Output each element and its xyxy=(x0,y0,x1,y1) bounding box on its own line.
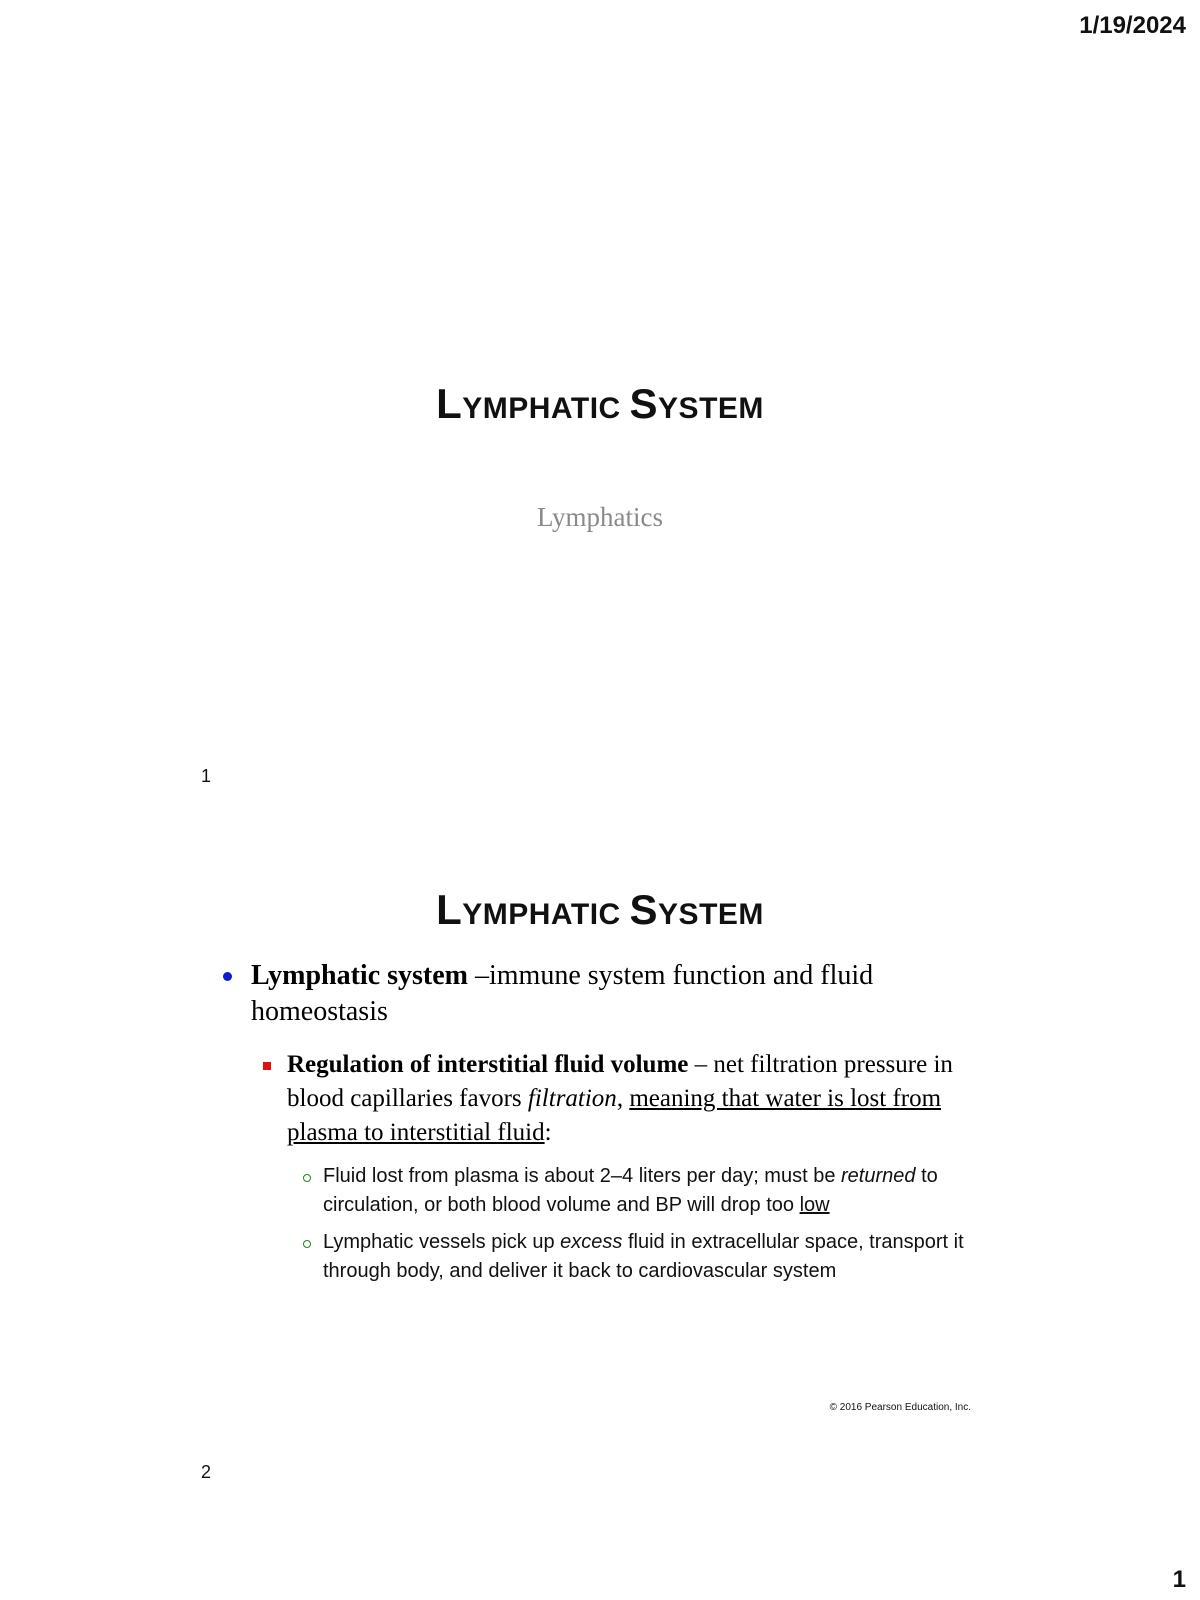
blue-bullet-icon xyxy=(223,972,232,981)
slide-1-subtitle: Lymphatics xyxy=(537,502,663,532)
copyright-notice: © 2016 Pearson Education, Inc. xyxy=(829,1402,971,1413)
red-square-bullet-icon xyxy=(263,1062,271,1070)
slide-1-title: LYMPHATIC SYSTEM xyxy=(436,380,764,427)
bullet-regulation-interstitial-fluid: Regulation of interstitial fluid volume – net filtration pressure in blood capillaries favors filtration, meaning that water is lost from plasma to interstitial fluid: xyxy=(223,1048,975,1150)
bullet-lymphatic-system: Lymphatic system –immune system function and fluid homeostasis xyxy=(223,958,975,1030)
slide-1-number: 1 xyxy=(201,766,212,786)
slide-2 xyxy=(201,870,995,1482)
header-date: 1/19/2024 xyxy=(1079,12,1186,39)
slide-2-bullets xyxy=(223,958,975,1294)
green-ring-bullet-icon xyxy=(303,1240,311,1248)
sub-bullet-fluid-lost: Fluid lost from plasma is about 2–4 liters per day; must be returned to circulation, or both blood volume and BP will drop too low xyxy=(223,1162,975,1220)
slide-2-number: 2 xyxy=(201,1462,212,1482)
page-number: 1 xyxy=(1172,1566,1186,1593)
sub-bullet-lymphatic-vessels: Lymphatic vessels pick up excess fluid in extracellular space, transport it through body, and deliver it back to cardiovascular system xyxy=(223,1228,975,1286)
slide-1 xyxy=(201,280,995,820)
green-ring-bullet-icon xyxy=(303,1174,311,1182)
slide-2-title: LYMPHATIC SYSTEM xyxy=(436,886,764,933)
